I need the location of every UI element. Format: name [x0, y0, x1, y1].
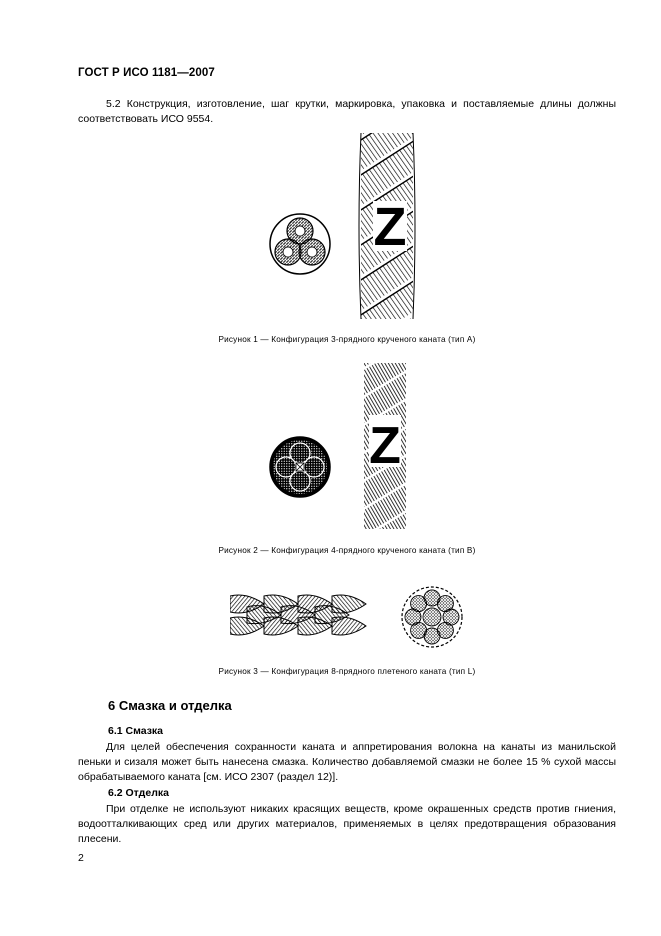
figure-1-caption: Рисунок 1 — Конфигурация 3-прядного крученого каната (тип А) [218, 335, 476, 344]
section-6-2-heading: 6.2 Отделка [108, 787, 169, 799]
section-6-1-text: Для целей обеспечения сохранности каната и аппретирования волокна на канаты из манильской пеньки и сизаля может быть нанесена смазка. Количество добавляемой смазки не более 15 % сухой массы обрабатываемого каната [см. ИСО 2307 (раздел 12)]. [78, 741, 616, 783]
document-header: ГОСТ Р ИСО 1181—2007 [78, 67, 215, 79]
figure-2-cross-section [268, 435, 332, 499]
section-6-heading: 6 Смазка и отделка [108, 698, 232, 713]
figure-2-caption: Рисунок 2 — Конфигурация 4-прядного крученого каната (тип В) [218, 546, 476, 555]
page-number: 2 [78, 852, 84, 864]
section-6-1-heading: 6.1 Смазка [108, 725, 164, 737]
paragraph-5-2 [78, 97, 616, 127]
figure-2-twist-letter: Z [369, 417, 401, 475]
figure-3-braided-rope-side-view [230, 590, 370, 640]
section-6-2-text: При отделке не используют никаких красящих веществ, кроме окрашенных средств против гниения, водоотталкивающих сред или других материалов, применяемых в целях предотвращения образования плесени. [78, 803, 616, 845]
figure-3-cross-section [400, 585, 464, 649]
figure-2-rope-side-view [360, 363, 410, 529]
section-6-1-body [78, 740, 616, 785]
paragraph-5-2-text: 5.2 Конструкция, изготовление, шаг крутки, маркировка, упаковка и поставляемые длины должны соответствовать ИСО 9554. [78, 98, 616, 125]
figure-1-rope-side-view [353, 133, 421, 319]
section-6-2-body [78, 802, 616, 847]
figure-1-cross-section [268, 212, 332, 276]
figure-3-caption: Рисунок 3 — Конфигурация 8-прядного плетеного каната (тип L) [218, 667, 476, 676]
figure-1-twist-letter: Z [373, 197, 407, 257]
